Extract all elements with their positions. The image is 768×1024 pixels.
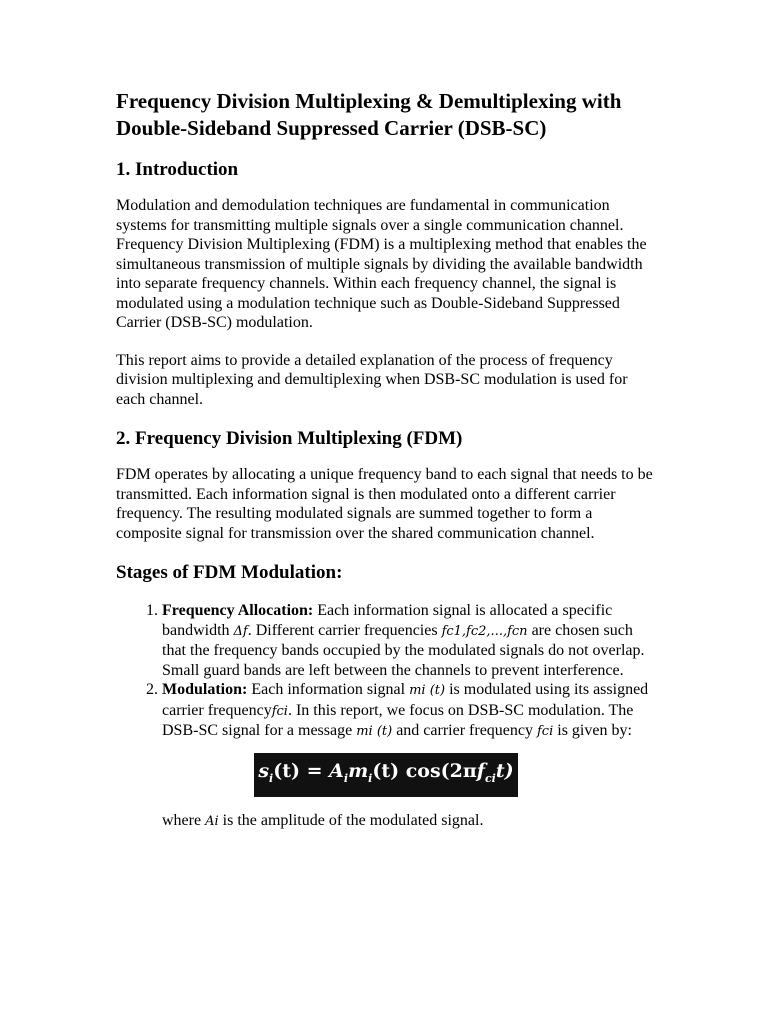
math-amplitude: Ai: [205, 813, 219, 829]
math-carrier: fci: [271, 703, 288, 719]
stages-heading: Stages of FDM Modulation:: [116, 562, 343, 583]
math-delta-f: Δf: [233, 623, 248, 639]
math-carrier: fci: [537, 724, 554, 739]
intro-paragraph-2: This report aims to provide a detailed explanation of the process of frequency division multiplexing and demultiplexing when DSB-SC modulation is used for each channel.: [116, 351, 628, 408]
document-page: [116, 88, 656, 831]
stages-list: [116, 601, 656, 831]
math-message: mi (t): [409, 683, 446, 698]
dsb-sc-equation: $s_i(t) = A_im_i(t)$ $\cos(2\pi f_{ci}t)$: [254, 753, 517, 797]
list-item: 1. Frequency Allocation: Each information signal is allocated a specific bandwidth Δf. Different carrier frequencies fc1,fc2,...,fcn are chosen such that the frequency bands occupied by the modulated signals do not overlap. Small guard bands are left between the channels to prevent interference.: [162, 601, 656, 680]
list-item: 2. Modulation: Each information signal mi (t) is modulated using its assigned carrier frequencyfci. In this report, we focus on DSB-SC modulation. The DSB-SC signal for a message mi (t) and carrier frequency fci is given by: $s_i(t) = A_im_i(t)$ $\cos(2\pi f_{ci}t)$ where Ai is the amplitude of the modulated signal.: [162, 680, 656, 831]
item-term: Modulation:: [162, 681, 248, 698]
fdm-paragraph: FDM operates by allocating a unique frequency band to each signal that needs to be transmitted. Each information signal is then modulated onto a different carrier frequency. The resulting modulated signals are summed together to form a composite signal for transmission over the shared communication channel.: [116, 466, 653, 542]
where-line: where Ai is the amplitude of the modulated signal.: [162, 811, 484, 829]
math-message: mi (t): [356, 724, 393, 739]
item-term: Frequency Allocation:: [162, 602, 314, 619]
intro-paragraph-1: Modulation and demodulation techniques are fundamental in communication systems for transmitting multiple signals over a single communication channel. Frequency Division Multiplexing (FDM) is a multiplexing method that enables the simultaneous transmission of multiple signals by dividing the available bandwidth into separate frequency channels. Within each frequency channel, the signal is modulated using a modulation technique such as Double-Sideband Suppressed Carrier (DSB-SC) modulation.: [116, 197, 647, 331]
section-heading-fdm: 2. Frequency Division Multiplexing (FDM): [116, 428, 463, 449]
document-title: Frequency Division Multiplexing & Demultiplexing with Double-Sideband Suppressed Carrier (DSB-SC): [116, 89, 622, 140]
equation-container: [116, 753, 656, 797]
section-heading-introduction: 1. Introduction: [116, 159, 239, 180]
math-carrier-list: fc1,fc2,...,fcn: [441, 623, 528, 639]
